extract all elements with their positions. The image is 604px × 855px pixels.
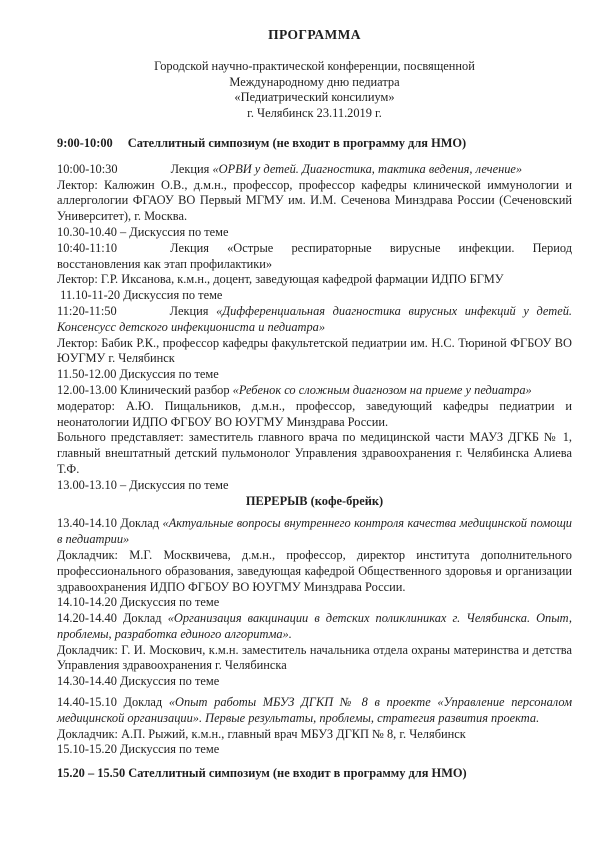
report-dgkp8 (57, 695, 572, 727)
text-run: Докладчик: Г. И. Москович, к.м.н. заместитель начальника отдела охраны материнства и детства Управления здравоохранения г. Челябинска (57, 642, 572, 673)
text-run: Лектор: Калюжин О.В., д.м.н., профессор, профессор кафедры клинической иммунологии и аллергологии ФГАОУ ВО Первый МГМУ им. И.М. Сеченова Минздрава России (Сеченовский Университет), г. Москва. (57, 177, 572, 224)
text-run: Лекция (169, 303, 217, 318)
text-run: Сателлитный симпозиум (не входит в программу для НМО) (127, 135, 467, 150)
text-run: 10.30-10.40 – Дискуссия по теме (57, 224, 229, 239)
text-run: 14.30-14.40 Дискуссия по теме (57, 674, 220, 689)
time-range: 11:20-11:50 (57, 303, 117, 318)
text-run: 15.10-15.20 Дискуссия по теме (57, 742, 220, 757)
text-run: г. Челябинск 23.11.2019 г. (247, 106, 382, 121)
text-run: «Опыт работы МБУЗ ДГКП № 8 в проекте «Управление персоналом медицинской организации». Первые результаты, проблемы, стратегия развития проекта. (57, 695, 572, 725)
moderator-pishchalnikov (57, 399, 572, 431)
text-run: модератор: А.Ю. Пищальников, д.м.н., профессор, заведующий кафедры педиатрии и неонатологии ИДПО ФГБОУ ВО ЮУГМУ Минздрава России. (57, 398, 572, 429)
document-body (57, 27, 572, 782)
header-line-conference (57, 59, 572, 75)
session-satellite-morning (57, 136, 572, 152)
lecturer-babik (57, 336, 572, 368)
text-run: ПЕРЕРЫВ (кофе-брейк) (245, 493, 384, 508)
discussion-1030 (57, 225, 572, 241)
header-line-event-name (57, 90, 572, 106)
patient-presenter (57, 430, 572, 477)
doc-title (57, 27, 572, 43)
spacer-before-final (57, 758, 572, 766)
text-run: «Дифференциальная диагностика вирусных инфекций у детей. Консенсусс детского инфекциониста и педиатра» (57, 303, 572, 334)
text-run: 13.40-14.10 Доклад (57, 516, 163, 531)
tab-spacer (117, 314, 170, 315)
text-run: 14.40-15.10 Доклад (57, 695, 169, 710)
header-line-city-date (57, 106, 572, 122)
time-range: 10:40-11:10 (57, 240, 118, 255)
discussion-1410 (57, 595, 572, 611)
text-run: Лекция «Острые респираторные вирусные инфекции. Период восстановления как этап профилактики» (57, 240, 572, 271)
text-run: «Актуальные вопросы внутреннего контроля качества медицинской помощи в педиатрии» (57, 516, 573, 547)
text-run: Докладчик: М.Г. Москвичева, д.м.н., профессор, директор института дополнительного профессионального образования, заведующая кафедрой Общественного здоровья и организации здравоохранения ИДПО ФГБОУ ВО ЮУГМУ Минздрава России. (57, 547, 572, 594)
time-range: 9:00-10:00 (57, 135, 113, 150)
time-range: 10:00-10:30 (57, 161, 118, 176)
spacer-after-title (57, 43, 572, 59)
text-run: Лектор: Г.Р. Иксанова, к.м.н., доцент, заведующая кафедрой фармации ИДПО БГМУ (57, 272, 504, 287)
header-line-day (57, 75, 572, 91)
title-text: ПРОГРАММА (268, 27, 361, 42)
lecturer-iksanova (57, 272, 572, 288)
speaker-moskvicheva (57, 548, 572, 595)
text-run: «Организация вакцинации в детских поликлиниках г. Челябинска. Опыт, проблемы, разработка единого алгоритма». (57, 611, 573, 641)
spacer-after-break (57, 509, 572, 516)
lecture-orz-recovery (57, 241, 572, 273)
speaker-ryzhiy (57, 727, 572, 743)
clinical-case (57, 383, 572, 399)
break-coffee (57, 494, 572, 510)
text-run: «Педиатрический консилиум» (234, 90, 395, 105)
discussion-1300 (57, 478, 572, 494)
text-run: «Ребенок со сложным диагнозом на приеме у педиатра» (232, 382, 532, 397)
lecture-diff-diagnostics (57, 304, 572, 336)
text-run: 12.00-13.00 Клинический разбор (57, 382, 233, 397)
text-run: Международному дню педиатра (229, 74, 400, 89)
text-run: Докладчик: А.П. Рыжий, к.м.н., главный врач МБУЗ ДГКП № 8, г. Челябинск (57, 726, 466, 741)
discussion-1110 (57, 288, 572, 304)
session-satellite-afternoon (57, 766, 572, 782)
text-run: Лекция (170, 161, 213, 176)
text-run: Городской научно-практической конференции, посвященной (154, 58, 475, 73)
text-run: Лектор: Бабик Р.К., профессор кафедры факультетской педиатрии им. Н.С. Тюриной ФГБОУ ВО ЮУГМУ г. Челябинск (57, 335, 572, 366)
text-run: 11.10-11-20 Дискуссия по теме (57, 288, 223, 303)
text-run: Больного представляет: заместитель главного врача по медицинской части МАУЗ ДГКБ № 1, главный внештатный детский пульмонолог Управления здравоохранения г. Челябинска Алиева Т.Ф. (57, 430, 572, 476)
report-quality-control (57, 516, 572, 548)
discussion-1150 (57, 367, 572, 383)
discussion-1510 (57, 742, 572, 758)
lecture-orvi (57, 162, 572, 178)
tab-spacer (117, 251, 170, 252)
text-run: 11.50-12.00 Дискуссия по теме (57, 367, 219, 382)
text-run: 14.10-14.20 Дискуссия по теме (57, 595, 220, 610)
text-run: 13.00-13.10 – Дискуссия по теме (57, 477, 229, 492)
speaker-moskovich (57, 643, 572, 675)
text-run: 15.20 – 15.50 Сателлитный симпозиум (не входит в программу для НМО) (57, 766, 467, 781)
text-run: 14.20-14.40 Доклад (57, 611, 168, 626)
tab-spacer (118, 172, 171, 173)
tab-spacer (113, 146, 128, 147)
report-vaccination (57, 611, 572, 643)
lecturer-kalyuzhin (57, 178, 572, 225)
text-run: «ОРВИ у детей. Диагностика, тактика ведения, лечение» (212, 161, 523, 176)
spacer-after-header (57, 122, 572, 136)
discussion-1430 (57, 674, 572, 690)
